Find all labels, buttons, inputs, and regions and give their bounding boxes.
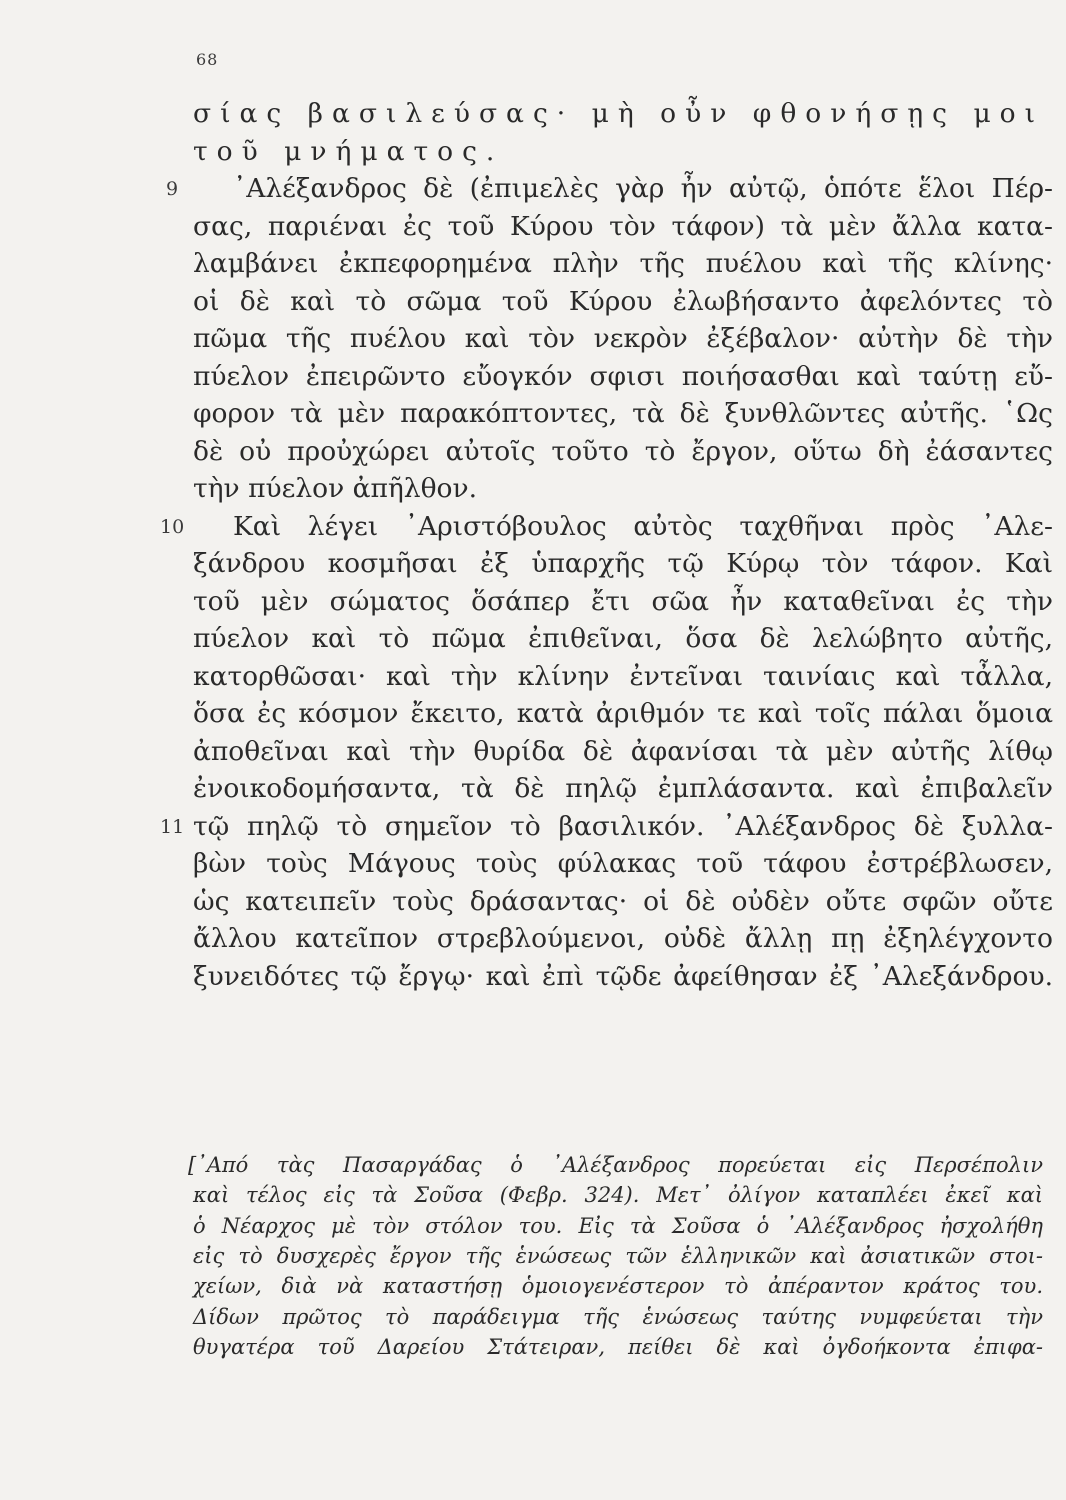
text-line: ἄλλου κατεῖπον στρεβλούμενοι, οὐδὲ ἄλλῃ πῃ ἐξηλέγχοντο (193, 923, 1053, 954)
text-line: ξάνδρου κοσμῆσαι ἐξ ὑπαρχῆς τῷ Κύρῳ τὸν τάφον. Καὶ (193, 548, 1053, 579)
text-line: ἐνοικοδομήσαντα, τὰ δὲ πηλῷ ἐμπλάσαντα. καὶ ἐπιβαλεῖν (193, 773, 1053, 804)
note-line: εἰς τὸ δυσχερὲς ἔργον τῆς ἑνώσεως τῶν ἑλληνικῶν καὶ ἀσιατικῶν στοι- (193, 1243, 1043, 1268)
note-line: [᾿Από τὰς Πασαργάδας ὁ ᾿Αλέξανδρος πορεύεται εἰς Περσέπολιν (188, 1153, 1043, 1177)
text-line: ξυνειδότες τῷ ἔργῳ· καὶ ἐπὶ τῷδε ἀφείθησαν ἐξ ᾿Αλεξάνδρου. (193, 960, 1053, 992)
note-line: Δίδων πρῶτος τὸ παράδειγμα τῆς ἑνώσεως ταύτης νυμφεύεται τὴν (193, 1304, 1043, 1329)
note-line: ὁ Νέαρχος μὲ τὸν στόλον του. Εἰς τὰ Σοῦσα ὁ ᾿Αλέξανδρος ἠσχολήθη (193, 1213, 1043, 1238)
text-line: σίας βασιλεύσας· μὴ οὖν φθονήσῃς μοι (193, 98, 1045, 129)
section-number: 11 (160, 815, 185, 838)
text-line: πύελον καὶ τὸ πῶμα ἐπιθεῖναι, ὅσα δὲ λελώβητο αὐτῆς, (193, 623, 1053, 654)
page-number: 68 (196, 50, 219, 69)
text-line: φορον τὰ μὲν παρακόπτοντες, τὰ δὲ ξυνθλῶντες αὐτῆς. ῾Ως (193, 398, 1053, 429)
section-number: 9 (166, 178, 179, 200)
text-line: δὲ οὐ προὐχώρει αὐτοῖς τοῦτο τὸ ἔργον, οὕτω δὴ ἐάσαντες (193, 435, 1053, 467)
text-line: ἀποθεῖναι καὶ τὴν θυρίδα δὲ ἀφανίσαι τὰ μὲν αὐτῆς λίθῳ (193, 735, 1053, 767)
text-line: λαμβάνει ἐκπεφορημένα πλὴν τῆς πυέλου καὶ τῆς κλίνης· (193, 248, 1053, 279)
text-line: κατορθῶσαι· καὶ τὴν κλίνην ἐντεῖναι ταινίαις καὶ τἆλλα, (193, 660, 1053, 692)
text-line: τοῦ μνήματος. (193, 135, 504, 167)
text-line: πῶμα τῆς πυέλου καὶ τὸν νεκρὸν ἐξέβαλον· αὐτὴν δὲ τὴν (193, 323, 1053, 354)
text-line: τῷ πηλῷ τὸ σημεῖον τὸ βασιλικόν. ᾿Αλέξανδρος δὲ ξυλλα- (193, 810, 1053, 842)
text-line: Καὶ λέγει ᾿Αριστόβουλος αὐτὸς ταχθῆναι πρὸς ᾿Αλε- (233, 510, 1053, 542)
text-line: τοῦ μὲν σώματος ὅσάπερ ἔτι σῶα ἦν καταθεῖναι ἐς τὴν (193, 585, 1053, 617)
text-line: τὴν πύελον ἀπῆλθον. (193, 473, 478, 504)
note-line: θυγατέρα τοῦ Δαρείου Στάτειραν, πείθει δὲ καὶ ὀγδοήκοντα ἐπιφα- (193, 1334, 1043, 1359)
section-number: 10 (160, 515, 185, 538)
note-line: καὶ τέλος εἰς τὰ Σοῦσα (Φεβρ. 324). Μετ᾿ ὀλίγον καταπλέει ἐκεῖ καὶ (193, 1183, 1043, 1208)
text-line: ὅσα ἐς κόσμον ἔκειτο, κατὰ ἀριθμόν τε καὶ τοῖς πάλαι ὅμοια (193, 698, 1053, 729)
text-line: ᾿Αλέξανδρος δὲ (ἐπιμελὲς γὰρ ἦν αὐτῷ, ὁπότε ἕλοι Πέρ- (233, 173, 1053, 204)
text-line: σας, παριέναι ἐς τοῦ Κύρου τὸν τάφον) τὰ μὲν ἄλλα κατα- (193, 210, 1053, 242)
text-line: ὡς κατειπεῖν τοὺς δράσαντας· οἱ δὲ οὐδὲν οὔτε σφῶν οὔτε (193, 885, 1053, 917)
text-line: οἱ δὲ καὶ τὸ σῶμα τοῦ Κύρου ἐλωβήσαντο ἀφελόντες τὸ (193, 285, 1053, 317)
text-line: πύελον ἐπειρῶντο εὔογκόν σφισι ποιήσασθαι καὶ ταύτῃ εὔ- (193, 360, 1053, 392)
text-line: βὼν τοὺς Μάγους τοὺς φύλακας τοῦ τάφου ἐστρέβλωσεν, (193, 848, 1053, 879)
note-line: χείων, διὰ νὰ καταστήσῃ ὁμοιογενέστερον τὸ ἀπέραντον κράτος του. (193, 1274, 1043, 1299)
